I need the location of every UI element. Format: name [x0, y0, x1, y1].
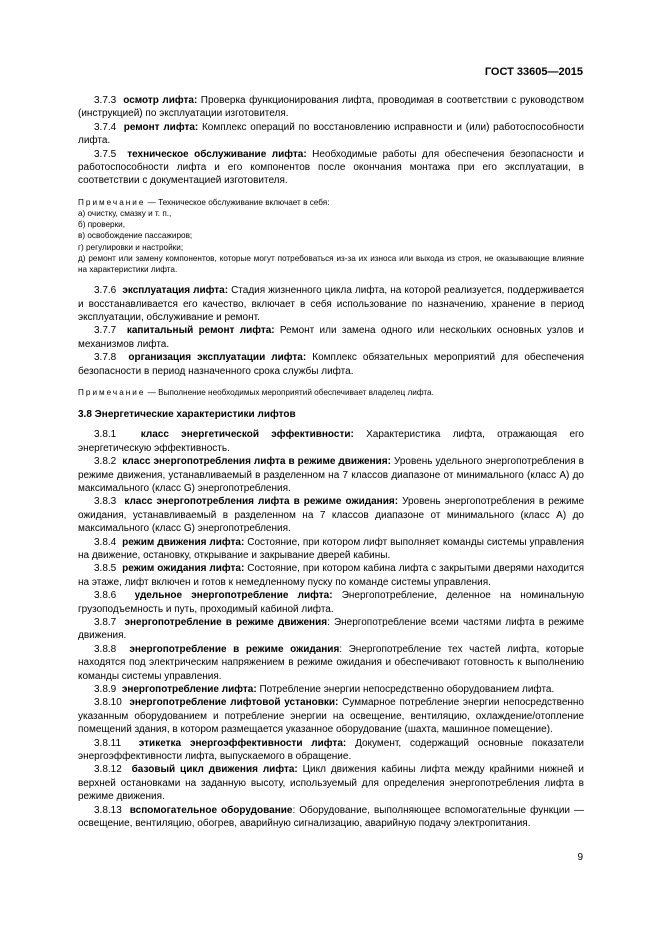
definition: Стадия жизненного цикла лифта, на которой реализуется, поддерживается и восстанавливается его качество, включает в себя использование по назначению, хранение в период эксплуатации, обслуживание и ремонт.: [78, 285, 585, 324]
term: осмотр лифта:: [123, 95, 198, 106]
clause-number: 3.7.5: [94, 148, 117, 160]
clause: [78, 536, 584, 563]
clause-number: 3.8.8: [94, 643, 117, 655]
page-content: [78, 94, 584, 831]
clause-number: 3.8.1: [94, 429, 117, 441]
clauses-3-8: [78, 428, 584, 830]
clause-number: 3.7.8: [94, 352, 117, 364]
clause: [78, 324, 584, 351]
clauses-3-7-b: [78, 284, 584, 378]
clause: [78, 643, 584, 683]
definition: Документ, содержащий основные показатели энергоэффективности лифта, выпускаемого в обращение.: [78, 737, 584, 763]
clause: [78, 763, 584, 803]
definition: Энергопотребление, деленное на номинальную грузоподъемность и путь, проходимый кабиной лифта.: [78, 590, 584, 615]
definition: : Энергопотребление всеми частями лифта в режиме движения.: [78, 617, 585, 642]
clause-number: 3.8.7: [94, 617, 117, 628]
section-heading: 3.8 Энергетические характеристики лифтов: [78, 409, 296, 421]
clause-number: 3.8.10: [94, 697, 122, 709]
term: режим движения лифта:: [122, 536, 245, 548]
term: ремонт лифта:: [123, 121, 199, 133]
term: класс энергопотребления лифта в режиме ожидания:: [124, 496, 399, 508]
definition: Потребление энергии непосредственно оборудованием лифта.: [256, 684, 555, 696]
clause: [78, 683, 584, 696]
term: организация эксплуатации лифта:: [128, 352, 307, 364]
clause: [78, 616, 584, 643]
clause: [78, 94, 584, 121]
note: [78, 387, 584, 398]
term: капитальный ремонт лифта:: [126, 325, 275, 337]
term: эксплуатация лифта:: [122, 285, 229, 297]
definition: Необходимые работы для обеспечения безопасности и работоспособности лифта и его компонентов после окончания монтажа при его эксплуатации, в соответствии с документацией изготовителя.: [78, 148, 585, 187]
term: энергопотребление в режиме движения: [124, 617, 328, 628]
note-text: — Выполнение необходимых мероприятий обеспечивает владелец лифта.: [145, 388, 434, 398]
term: энергопотребление лифта:: [121, 684, 257, 696]
definition: : Оборудование, выполняющее вспомогательные функции — освещение, вентиляцию, обогрев, аварийную сигнализацию, аварийную подачу электропитания.: [78, 804, 584, 830]
note-label: Примечание: [78, 388, 146, 398]
term: энергопотребление лифтовой установки:: [129, 697, 339, 709]
clauses-3-7-a: [78, 94, 584, 188]
definition: Состояние, при котором лифт выполняет команды системы управления на движение, остановку, открывание и закрывание дверей кабины.: [78, 536, 585, 561]
clause-number: 3.7.3: [94, 95, 117, 106]
term: класс энергопотребления лифта в режиме движения:: [122, 456, 391, 468]
note-heading: [78, 197, 584, 208]
clause: [78, 284, 584, 324]
clause: [78, 562, 584, 589]
note-label: Примечание: [78, 197, 146, 207]
clause: [78, 589, 584, 616]
clause: [78, 495, 584, 535]
clause-number: 3.7.7: [94, 325, 117, 337]
clause: [78, 121, 584, 148]
term: вспомогательное оборудование: [129, 804, 293, 816]
definition: Уровень энергопотребления в режиме ожидания, устанавливаемый в разделенном на 7 классов диапазоне от минимального (класс А) до максимального (класс G) энергопотребления.: [78, 496, 585, 535]
definition: Характеристика лифта, отражающая его энергетическую эффективность.: [78, 429, 584, 454]
clause-number: 3.8.11: [94, 737, 122, 749]
clause-number: 3.8.2: [94, 456, 117, 468]
clause-number: 3.7.4: [94, 121, 117, 133]
clause-number: 3.8.3: [94, 496, 117, 508]
term: техническое обслуживание лифта:: [127, 148, 307, 160]
term: этикетка энергоэффективности лифта:: [138, 737, 347, 749]
definition: : Энергопотребление тех частей лифта, которые находятся под электрическим напряжением в режиме ожидания и обеспечивают готовность к выполнению команды системы управления.: [78, 643, 584, 682]
term: энергопотребление в режиме ожидания: [129, 643, 340, 655]
definition: Цикл движения кабины лифта между крайними нижней и верхней остановками на заданную высоту, используемый для определения энергопотребления лифта в режиме движения.: [78, 764, 584, 803]
note-text: — Техническое обслуживание включает в себя:: [145, 197, 330, 207]
term: базовый цикл движения лифта:: [131, 764, 298, 776]
definition: Уровень удельного энергопотребления в режиме движения, устанавливаемый в разделенном на 7 классов диапазоне от минимального (класс А) до максимального (класс G) энергопотребления.: [78, 456, 584, 494]
clause-number: 3.8.12: [94, 764, 122, 776]
page-number: 9: [577, 852, 583, 863]
clause-number: 3.7.6: [94, 285, 117, 297]
definition: Ремонт или замена одного или нескольких основных узлов и механизмов лифта.: [78, 325, 585, 350]
clause: [78, 804, 584, 831]
clause: [78, 428, 584, 455]
clause: [78, 351, 584, 378]
note-item: г) регулировки и настройки;: [78, 242, 184, 252]
clause: [78, 148, 584, 188]
clause-number: 3.8.6: [94, 590, 117, 602]
note-item: б) проверки,: [78, 220, 126, 230]
clause: [78, 696, 584, 736]
standard-header: ГОСТ 33605—2015: [484, 66, 583, 78]
definition: Состояние, при котором кабина лифта с закрытыми дверями находится на этаже, лифт включен и готов к немедленному пуску по команде системы управления.: [78, 563, 584, 588]
note-item: а) очистку, смазку и т. п.,: [78, 209, 172, 219]
definition: Суммарное потребление энергии непосредственно указанным оборудованием и потребление энергии на освещение, вентиляцию, охлаждение/отопление помещений здания, в котором размещается указанное оборудование (шахта, машинное помещение).: [78, 697, 584, 736]
note-heading: [78, 387, 584, 398]
term: удельное энергопотребление лифта:: [134, 590, 333, 602]
note-item: в) освобождение пассажиров;: [78, 231, 193, 241]
clause-number: 3.8.4: [94, 536, 117, 548]
clause-number: 3.8.13: [94, 804, 122, 816]
term: класс энергетической эффективности:: [140, 429, 354, 441]
term: режим ожидания лифта:: [122, 563, 245, 575]
definition: Комплекс операций по восстановлению исправности и (или) работоспособности лифта.: [78, 121, 584, 147]
clause: [78, 737, 584, 764]
clause-number: 3.8.5: [94, 563, 117, 575]
note-item: д) ремонт или замену компонентов, которые могут потребоваться из-за их износа или выхода из строя, не оказывающие влияние на характеристики лифта.: [78, 253, 584, 275]
clause-number: 3.8.9: [94, 684, 117, 696]
clause: [78, 455, 584, 495]
definition: Комплекс обязательных мероприятий для обеспечения безопасности в период назначенного срока службы лифта.: [78, 352, 584, 377]
note: [78, 197, 584, 275]
definition: Проверка функционирования лифта, проводимая в соответствии с руководством (инструкцией) по эксплуатации изготовителя.: [78, 95, 584, 120]
